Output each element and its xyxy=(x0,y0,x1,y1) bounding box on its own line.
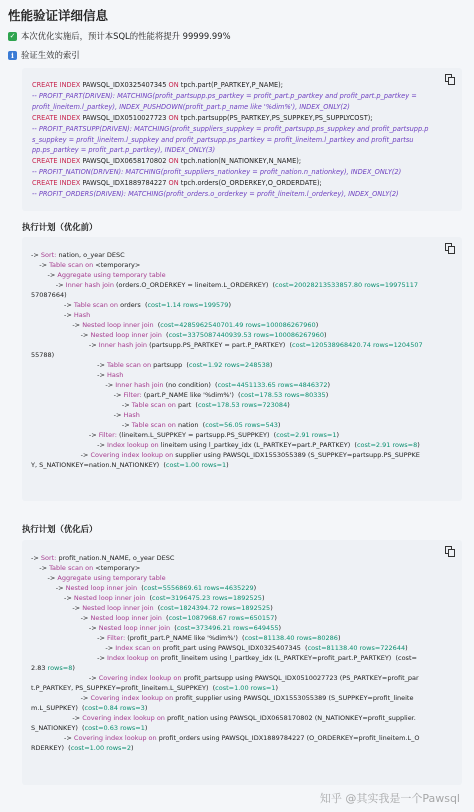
plan-before-code xyxy=(31,250,423,470)
plan-line: -> Aggregate using temporary table xyxy=(31,271,166,279)
plan-line: -> Nested loop inner join (cost=5556869.61 rows=4635229) xyxy=(31,584,257,592)
sql-line: -- PROFIT_ORDERS(DRIVEN): MATCHING(profit_orders.o_orderkey = profit_lineitem.l_orderkey), INDEX_ONLY(2) xyxy=(32,190,399,199)
sql-line: pp.ps_partkey = profit_part.p_partkey), INDEX_ONLY(3) xyxy=(32,146,216,155)
plan-line: m.L_SUPPKEY) (cost=0.84 rows=3) xyxy=(31,704,148,712)
plan-line: -> Nested loop inner join (cost=3196475.23 rows=1892525) xyxy=(31,594,265,602)
plan-line: 55788) xyxy=(31,351,55,359)
plan-line: -> Inner hash join (no condition) (cost=4451133.65 rows=4846372) xyxy=(31,381,331,389)
plan-line: -> Covering index lookup on supplier using PAWSQL_IDX1553055389 (S_SUPPKEY=partsupp.PS_SUPPKE xyxy=(31,451,420,459)
page-title: 性能验证详细信息 xyxy=(8,8,109,23)
sql-line: CREATE INDEX PAWSQL_IDX0510027723 ON tpch.partsupp(PS_PARTKEY,PS_SUPPKEY,PS_SUPPLYCOST); xyxy=(32,113,373,122)
plan-line: RDERKEY) (cost=1.00 rows=2) xyxy=(31,744,134,752)
plan-before-panel xyxy=(22,237,462,501)
plan-after-title: 执行计划（优化后） xyxy=(22,524,98,534)
index-sql-code xyxy=(32,80,452,200)
verify-index-heading xyxy=(8,49,80,61)
index-sql-panel xyxy=(22,68,462,211)
plan-line: -> Nested loop inner join (cost=373496.21 rows=649455) xyxy=(31,624,282,632)
plan-line: -> Aggregate using temporary table xyxy=(31,574,166,582)
plan-line: -> Covering index lookup on profit_nation using PAWSQL_IDX0658170802 (N_NATIONKEY=profit_supplier. xyxy=(31,714,416,722)
plan-line: -> Filter: (part.P_NAME like '%dim%') (cost=178.53 rows=80335) xyxy=(31,391,329,399)
result-text: 本次优化实施后，预计本SQL的性能将提升 99999.99% xyxy=(21,31,231,41)
plan-line: 57087664) xyxy=(31,291,67,299)
copy-icon[interactable] xyxy=(445,243,454,253)
sql-line: CREATE INDEX PAWSQL_IDX0658170802 ON tpch.nation(N_NATIONKEY,N_NAME); xyxy=(32,157,302,166)
plan-before-title: 执行计划（优化前） xyxy=(22,222,98,232)
plan-line: -> Hash xyxy=(31,311,91,319)
plan-line: -> Filter: (lineitem.L_SUPPKEY = partsupp.PS_SUPPKEY) (cost=2.91 rows=1) xyxy=(31,431,340,439)
plan-line: S_NATIONKEY) (cost=0.63 rows=1) xyxy=(31,724,148,732)
plan-line: -> Sort: profit_nation.N_NAME, o_year DESC xyxy=(31,554,175,562)
plan-line: -> Filter: (profit_part.P_NAME like '%dim%') (cost=81138.40 rows=80286) xyxy=(31,634,341,642)
plan-line: Y, S_NATIONKEY=nation.N_NATIONKEY) (cost=1.00 rows=1) xyxy=(31,461,229,469)
plan-line: -> Index scan on profit_part using PAWSQL_IDX0325407345 (cost=81138.40 rows=722644) xyxy=(31,644,408,652)
sql-line: -- PROFIT_PARTSUPP(DRIVEN): MATCHING(profit_suppliers_suppkey = profit_partsupp.ps_suppkey and profit_partsupp.p xyxy=(32,124,429,133)
plan-line: -> Nested loop inner join (cost=1824394.72 rows=1892525) xyxy=(31,604,273,612)
plan-line: -> Table scan on <temporary> xyxy=(31,261,141,269)
plan-line: -> Nested loop inner join (cost=4285962540701.49 rows=100086267960) xyxy=(31,321,319,329)
plan-line: -> Inner hash join (orders.O_ORDERKEY = lineitem.L_ORDERKEY) (cost=20028213533857.80 rows=19975117 xyxy=(31,281,419,289)
sql-line: CREATE INDEX PAWSQL_IDX0325407345 ON tpch.part(P_PARTKEY,P_NAME); xyxy=(32,81,283,89)
plan-line: -> Table scan on nation (cost=56.05 rows=543) xyxy=(31,421,281,429)
sql-line: s_suppkey = profit_lineitem.l_suppkey and profit_partsupp.ps_partkey = profit_lineitem.l_partkey and profit_partsu xyxy=(32,135,414,144)
plan-line: -> Nested loop inner join (cost=3375087440939.53 rows=100086267960) xyxy=(31,331,327,339)
plan-line: -> Covering index lookup on profit_supplier using PAWSQL_IDX1553055389 (S_SUPPKEY=profit_lineite xyxy=(31,694,414,702)
plan-line: -> Table scan on <temporary> xyxy=(31,564,141,572)
info-icon: i xyxy=(8,51,17,60)
plan-line: -> Covering index lookup on profit_orders using PAWSQL_IDX1889784227 (O_ORDERKEY=profit_lineitem.L_O xyxy=(31,734,420,742)
plan-line: -> Sort: nation, o_year DESC xyxy=(31,251,125,259)
plan-line: -> Hash xyxy=(31,411,140,419)
plan-line: -> Table scan on orders (cost=1.14 rows=199579) xyxy=(31,301,231,309)
plan-after-panel xyxy=(22,540,462,785)
plan-line: -> Covering index lookup on profit_partsupp using PAWSQL_IDX0510027723 (PS_PARTKEY=profit_par xyxy=(31,674,419,682)
plan-after-code xyxy=(31,553,420,753)
sql-line: -- PROFIT_NATION(DRIVEN): MATCHING(profit_suppliers_nationkey = profit_nation.n_nationkey), INDEX_ONLY(2) xyxy=(32,168,402,177)
verify-label: 验证生效的索引 xyxy=(21,50,80,60)
plan-line: -> Hash xyxy=(31,371,124,379)
plan-line: -> Index lookup on lineitem using l_partkey_idx (L_PARTKEY=part.P_PARTKEY) (cost=2.91 rows=8) xyxy=(31,441,420,449)
check-icon: ✓ xyxy=(9,31,16,40)
plan-line: -> Inner hash join (partsupp.PS_PARTKEY = part.P_PARTKEY) (cost=120538968420.74 rows=1204507 xyxy=(31,341,423,349)
result-line xyxy=(8,30,231,42)
sql-line: CREATE INDEX PAWSQL_IDX1889784227 ON tpch.orders(O_ORDERKEY,O_ORDERDATE); xyxy=(32,179,322,188)
plan-line: t.P_PARTKEY, PS_SUPPKEY=profit_lineitem.L_SUPPKEY) (cost=1.00 rows=1) xyxy=(31,684,278,692)
plan-line: -> Nested loop inner join (cost=1087968.67 rows=650157) xyxy=(31,614,277,622)
plan-line: -> Table scan on part (cost=178.53 rows=723084) xyxy=(31,401,290,409)
plan-line: 2.83 rows=8) xyxy=(31,664,75,672)
plan-line: -> Index lookup on profit_lineitem using l_partkey_idx (L_PARTKEY=profit_part.P_PARTKEY) (cost= xyxy=(31,654,417,662)
copy-icon[interactable] xyxy=(445,546,454,556)
plan-line: -> Table scan on partsupp (cost=1.92 rows=248538) xyxy=(31,361,273,369)
sql-line: -- PROFIT_PART(DRIVEN): MATCHING(profit_partsupp.ps_partkey = profit_part.p_partkey and profit_part.p_partkey = xyxy=(32,91,417,100)
sql-line: profit_lineitem.l_partkey), INDEX_PUSHDOWN(profit_part.p_name like '%dim%'), INDEX_ONLY(2) xyxy=(32,102,350,111)
watermark: 知乎 @其实我是一个Pawsql xyxy=(319,792,460,805)
